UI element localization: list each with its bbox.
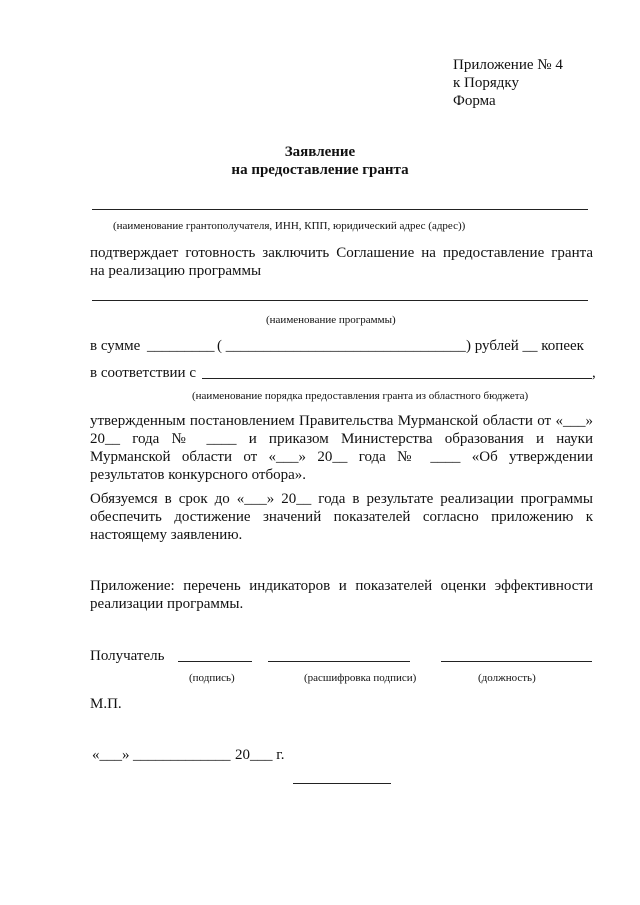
sum-words: ( ________________________________: [217, 338, 466, 354]
sum-rest: ) рублей __ копеек: [466, 338, 584, 354]
sum-label: в сумме: [90, 338, 141, 354]
attachment-line-2: реализации программы.: [90, 596, 244, 612]
date-year: 20___ г.: [235, 747, 285, 763]
approved-line-1: утвержденным постановлением Правительства Мурманской области от «___»: [90, 413, 593, 429]
decode-caption: (расшифровка подписи): [304, 672, 417, 684]
decode-line: [268, 661, 410, 662]
oblige-line-3: настоящему заявлению.: [90, 527, 243, 543]
approved-line-2: 20__ года № ____ и приказом Министерства образования и науки: [90, 431, 593, 447]
appendix-form: Форма: [453, 93, 496, 109]
date-day: «___»: [92, 747, 130, 763]
document-title: Заявление: [284, 144, 356, 160]
accordance-comma: ,: [592, 365, 596, 381]
recipient-label: Получатель: [90, 648, 165, 664]
confirm-text-2: на реализацию программы: [90, 263, 262, 279]
appendix-number: Приложение № 4: [453, 57, 563, 73]
program-line: [92, 300, 588, 301]
position-caption: (должность): [478, 672, 536, 684]
program-caption: (наименование программы): [266, 314, 396, 326]
approved-line-4: результатов конкурсного отбора».: [90, 467, 306, 483]
grantee-line: [92, 209, 588, 210]
sum-blank: _________: [147, 338, 215, 354]
procedure-caption: (наименование порядка предоставления гранта из областного бюджета): [192, 390, 529, 402]
confirm-text-1: подтверждает готовность заключить Соглашение на предоставление гранта: [90, 245, 593, 261]
attachment-line-1: Приложение: перечень индикаторов и показателей оценки эффективности: [90, 578, 593, 594]
date-month-blank: _____________: [133, 747, 231, 763]
document-subtitle: на предоставление гранта: [231, 162, 409, 178]
accordance-label: в соответствии с: [90, 365, 196, 381]
position-line: [441, 661, 592, 662]
sign-line: [178, 661, 252, 662]
accordance-line: [202, 378, 592, 379]
appendix-procedure: к Порядку: [453, 75, 519, 91]
approved-line-3: Мурманской области от «___» 20__ года № ____ «Об утверждении: [90, 449, 593, 465]
stamp-label: М.П.: [90, 696, 122, 712]
closing-separator: [293, 783, 391, 784]
oblige-line-1: Обязуемся в срок до «___» 20__ года в результате реализации программы: [90, 491, 593, 507]
sign-caption: (подпись): [189, 672, 235, 684]
oblige-line-2: обеспечить достижение значений показателей согласно приложению к: [90, 509, 593, 525]
grantee-caption: (наименование грантополучателя, ИНН, КПП, юридический адрес (адрес)): [113, 220, 466, 232]
